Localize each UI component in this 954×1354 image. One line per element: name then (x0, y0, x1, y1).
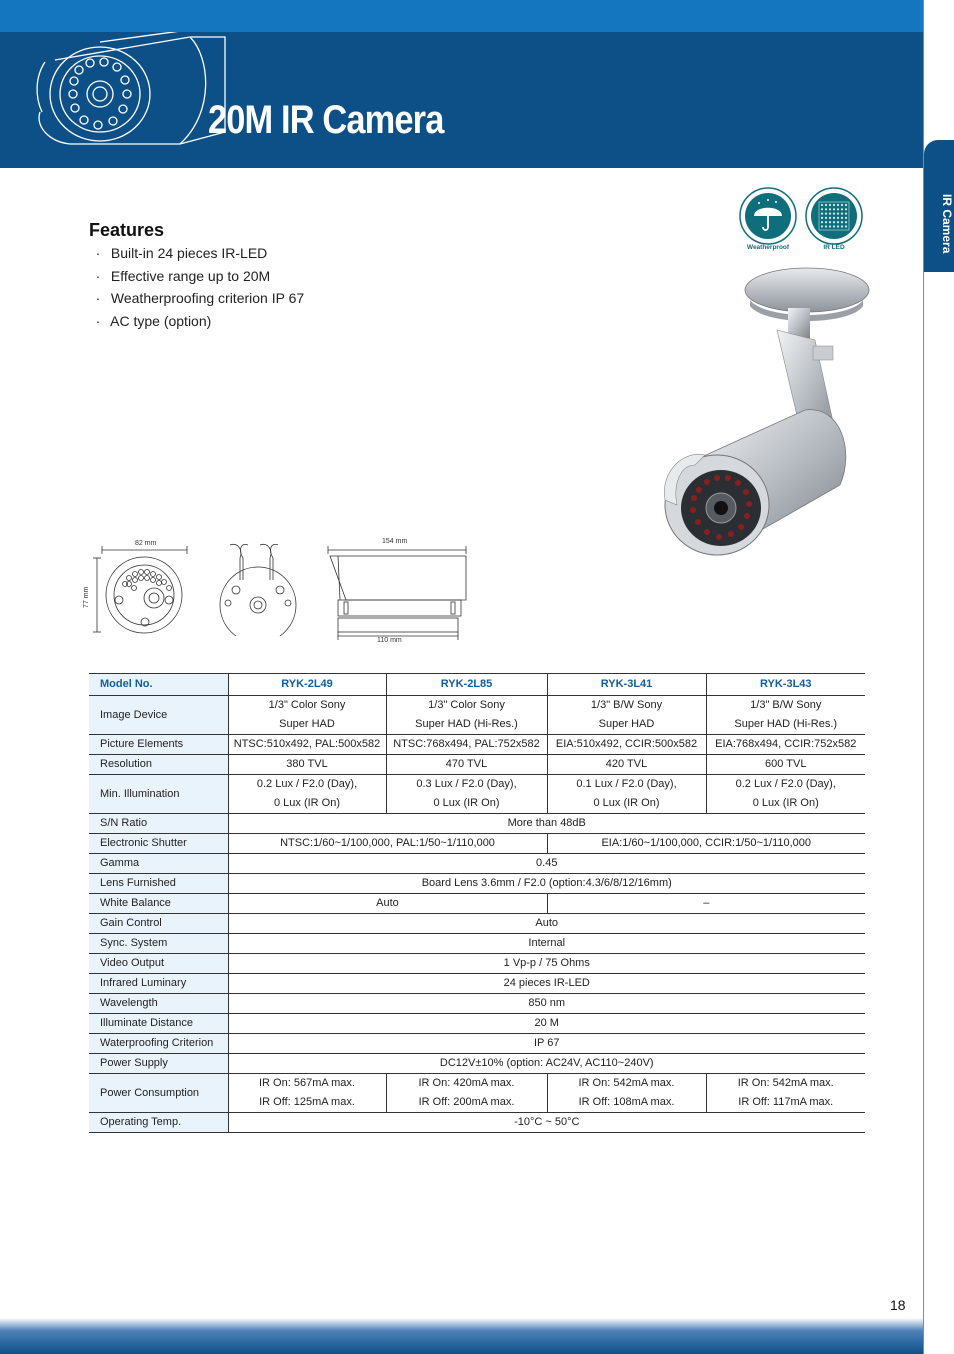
table-row-label: Lens Furnished (89, 874, 228, 894)
table-cell: IR On: 567mA max. IR Off: 125mA max. (228, 1074, 386, 1113)
model-header: RYK-3L43 (706, 674, 865, 696)
table-row (89, 735, 865, 755)
rear-view-diagram (208, 540, 308, 636)
weatherproof-label: Weatherproof (746, 244, 790, 251)
page-title: 20M IR Camera (208, 98, 444, 142)
table-cell: 0.1 Lux / F2.0 (Day), 0 Lux (IR On) (547, 775, 706, 814)
table-row (89, 914, 865, 934)
feature-item: · AC type (option) (95, 312, 212, 329)
table-cell: 0.2 Lux / F2.0 (Day), 0 Lux (IR On) (228, 775, 386, 814)
dim-length: 154 mm (382, 538, 408, 545)
side-view-diagram (326, 540, 471, 646)
page-header (0, 32, 923, 168)
side-tab-label: IR Camera (940, 194, 954, 254)
table-row-label: Waterproofing Criterion (89, 1034, 228, 1054)
table-row-label: Illuminate Distance (89, 1014, 228, 1034)
features-title: Features (89, 220, 165, 240)
table-row-label: White Balance (89, 894, 228, 914)
table-cell: 24 pieces IR-LED (228, 974, 865, 994)
table-cell: 380 TVL (228, 755, 386, 775)
dim-width: 82 mm (135, 540, 157, 547)
table-row-label: Gain Control (89, 914, 228, 934)
table-row (89, 1014, 865, 1034)
table-cell: 1/3" B/W Sony Super HAD (Hi-Res.) (706, 696, 865, 735)
table-row-label: Resolution (89, 755, 228, 775)
irled-label: IR LED (823, 244, 845, 251)
table-cell: 1/3" B/W Sony Super HAD (547, 696, 706, 735)
table-row-label: Sync. System (89, 934, 228, 954)
camera-product-photo (655, 260, 870, 570)
table-row (89, 1034, 865, 1054)
table-row-label: Operating Temp. (89, 1113, 228, 1133)
table-row (89, 814, 865, 834)
model-header: RYK-2L49 (228, 674, 386, 696)
table-cell: Internal (228, 934, 865, 954)
features-list (89, 244, 304, 334)
table-row (89, 775, 865, 814)
table-row (89, 755, 865, 775)
table-row (89, 1113, 865, 1133)
table-cell: IR On: 420mA max. IR Off: 200mA max. (386, 1074, 547, 1113)
table-cell: 600 TVL (706, 755, 865, 775)
table-cell: 1 Vp-p / 75 Ohms (228, 954, 865, 974)
table-cell: 420 TVL (547, 755, 706, 775)
dim-base: 110 mm (377, 637, 402, 644)
table-cell: NTSC:1/60~1/100,000, PAL:1/50~1/110,000 (228, 834, 547, 854)
feature-item: · Effective range up to 20M (95, 267, 271, 284)
feature-item: · Weatherproofing criterion IP 67 (95, 290, 305, 306)
table-row-label: Wavelength (89, 994, 228, 1014)
table-cell: Auto (228, 914, 865, 934)
table-cell: 0.45 (228, 854, 865, 874)
table-cell: 0.3 Lux / F2.0 (Day), 0 Lux (IR On) (386, 775, 547, 814)
table-row (89, 874, 865, 894)
table-row-label: S/N Ratio (89, 814, 228, 834)
table-row (89, 696, 865, 735)
table-row-label: Power Consumption (89, 1074, 228, 1113)
table-cell: – (547, 894, 865, 914)
table-cell: EIA:768x494, CCIR:752x582 (706, 735, 865, 755)
table-row-label: Min. Illumination (89, 775, 228, 814)
table-row-label: Electronic Shutter (89, 834, 228, 854)
table-header-row (89, 674, 865, 696)
table-row (89, 1074, 865, 1113)
page-footer (0, 1318, 923, 1354)
table-row-label: Gamma (89, 854, 228, 874)
irled-badge (804, 187, 864, 253)
front-view-diagram (89, 540, 201, 636)
model-header: RYK-3L41 (547, 674, 706, 696)
model-header: RYK-2L85 (386, 674, 547, 696)
table-row-label: Power Supply (89, 1054, 228, 1074)
table-cell: 470 TVL (386, 755, 547, 775)
table-cell: 1/3" Color Sony Super HAD (228, 696, 386, 735)
table-cell: IR On: 542mA max. IR Off: 117mA max. (706, 1074, 865, 1113)
table-row (89, 834, 865, 854)
table-row (89, 934, 865, 954)
table-cell: EIA:1/60~1/100,000, CCIR:1/50~1/110,000 (547, 834, 865, 854)
table-cell: -10°C ~ 50°C (228, 1113, 865, 1133)
table-cell: 20 M (228, 1014, 865, 1034)
page-number: 18 (890, 1297, 906, 1313)
table-row (89, 894, 865, 914)
table-row-label: Image Device (89, 696, 228, 735)
table-row-label: Infrared Luminary (89, 974, 228, 994)
table-cell: NTSC:510x492, PAL:500x582 (228, 735, 386, 755)
table-row (89, 1054, 865, 1074)
table-row-label: Picture Elements (89, 735, 228, 755)
table-row (89, 974, 865, 994)
table-cell: 850 nm (228, 994, 865, 1014)
table-cell: 0.2 Lux / F2.0 (Day), 0 Lux (IR On) (706, 775, 865, 814)
table-cell: DC12V±10% (option: AC24V, AC110~240V) (228, 1054, 865, 1074)
spec-table (89, 673, 865, 1133)
table-cell: IP 67 (228, 1034, 865, 1054)
table-cell: Auto (228, 894, 547, 914)
table-cell: NTSC:768x494, PAL:752x582 (386, 735, 547, 755)
top-strip (0, 0, 923, 32)
table-row (89, 854, 865, 874)
feature-item: · Built-in 24 pieces IR-LED (95, 245, 268, 261)
table-cell: EIA:510x492, CCIR:500x582 (547, 735, 706, 755)
table-row-label: Model No. (89, 674, 228, 696)
table-cell: More than 48dB (228, 814, 865, 834)
table-cell: Board Lens 3.6mm / F2.0 (option:4.3/6/8/12/16mm) (228, 874, 865, 894)
dim-height: 77 mm (83, 586, 90, 608)
camera-lineart-icon (30, 32, 230, 152)
weatherproof-badge (738, 187, 798, 253)
table-row (89, 994, 865, 1014)
table-row-label: Video Output (89, 954, 228, 974)
table-row (89, 954, 865, 974)
table-cell: 1/3" Color Sony Super HAD (Hi-Res.) (386, 696, 547, 735)
table-cell: IR On: 542mA max. IR Off: 108mA max. (547, 1074, 706, 1113)
